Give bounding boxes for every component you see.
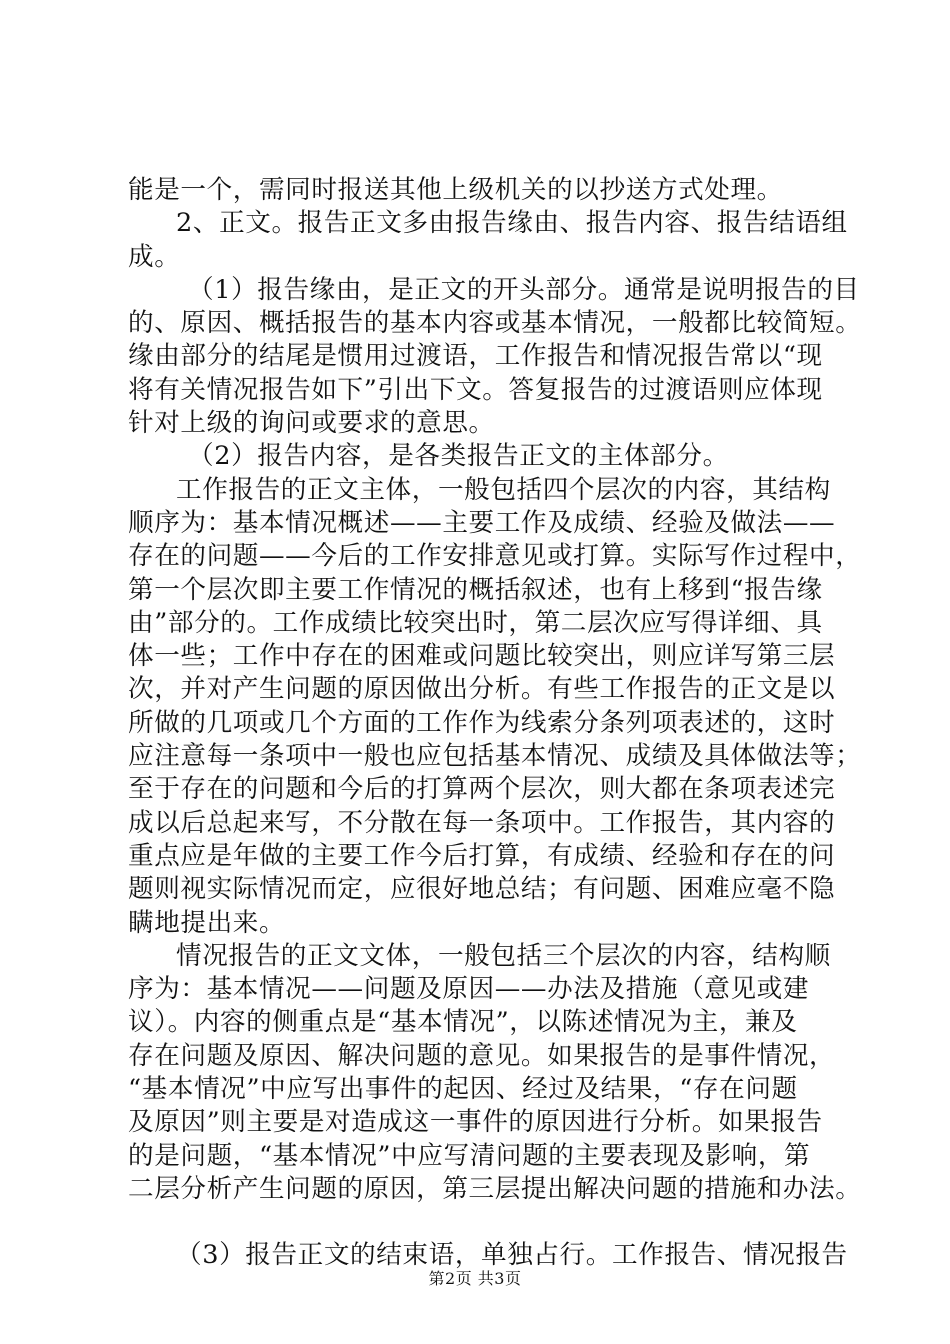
text-line: 重点应是年做的主要工作今后打算，有成绩、经验和存在的问 [128,840,836,871]
text-line: 的、原因、概括报告的基本内容或基本情况，一般都比较简短。 [128,308,862,339]
text-line: 由”部分的。工作成绩比较突出时，第二层次应写得详细、具 [128,607,823,638]
text-line: 存在问题及原因、解决问题的意见。如果报告的是事件情况， [128,1040,836,1071]
text-line: “基本情况”中应写出事件的起因、经过及结果，“存在问题 [128,1074,798,1105]
text-line: 的是问题，“基本情况”中应写清问题的主要表现及影响，第 [128,1140,811,1171]
text-line: 能是一个，需同时报送其他上级机关的以抄送方式处理。 [128,175,783,205]
text-line: 次，并对产生问题的原因做出分析。有些工作报告的正文是以 [128,674,836,705]
text-line: 情况报告的正文文体，一般包括三个层次的内容，结构顺 [176,940,831,971]
text-line: 工作报告的正文主体，一般包括四个层次的内容，其结构 [176,474,831,505]
text-line: （2）报告内容，是各类报告正文的主体部分。 [188,441,729,472]
text-line: 序为：基本情况——问题及原因——办法及措施（意见或建 [128,974,810,1005]
text-line: 及原因”则主要是对造成这一事件的原因进行分析。如果报告 [128,1107,823,1138]
text-line: 议）。内容的侧重点是“基本情况”，以陈述情况为主，兼及 [128,1007,798,1038]
text-line: 瞒地提出来。 [128,907,286,938]
paragraph-gap [128,1206,836,1239]
text-line: 题则视实际情况而定，应很好地总结；有问题、困难应毫不隐 [128,874,836,905]
text-line: 体一些；工作中存在的困难或问题比较突出，则应详写第三层 [128,641,836,672]
text-line: 存在的问题——今后的工作安排意见或打算。实际写作过程中， [128,541,862,572]
text-line: 成以后总起来写，不分散在每一条项中。工作报告，其内容的 [128,807,836,838]
text-line: 2、正文。报告正文多由报告缘由、报告内容、报告结语组 [176,208,848,239]
text-line: 至于存在的问题和今后的打算两个层次，则大都在条项表述完 [128,774,836,805]
text-line: 第一个层次即主要工作情况的概括叙述，也有上移到“报告缘 [128,574,823,605]
text-line: 针对上级的询问或要求的意思。 [128,408,495,439]
text-line: 缘由部分的结尾是惯用过渡语，工作报告和情况报告常以“现 [128,341,823,372]
text-line: 二层分析产生问题的原因，第三层提出解决问题的措施和办法。 [128,1173,862,1204]
text-line: 顺序为：基本情况概述——主要工作及成绩、经验及做法—— [128,507,836,538]
text-line: 将有关情况报告如下”引出下文。答复报告的过渡语则应体现 [128,374,823,405]
text-line: （1）报告缘由，是正文的开头部分。通常是说明报告的目 [188,274,860,305]
page-number-footer: 第2页 共3页 [428,1269,522,1288]
text-line: 所做的几项或几个方面的工作作为线索分条列项表述的，这时 [128,707,836,738]
document-body [128,174,862,1273]
text-line: 应注意每一条项中一般也应包括基本情况、成绩及具体做法等； [128,741,862,772]
text-line: 成。 [128,241,181,272]
text-line: （3）报告正文的结束语，单独占行。工作报告、情况报告 [176,1240,848,1271]
